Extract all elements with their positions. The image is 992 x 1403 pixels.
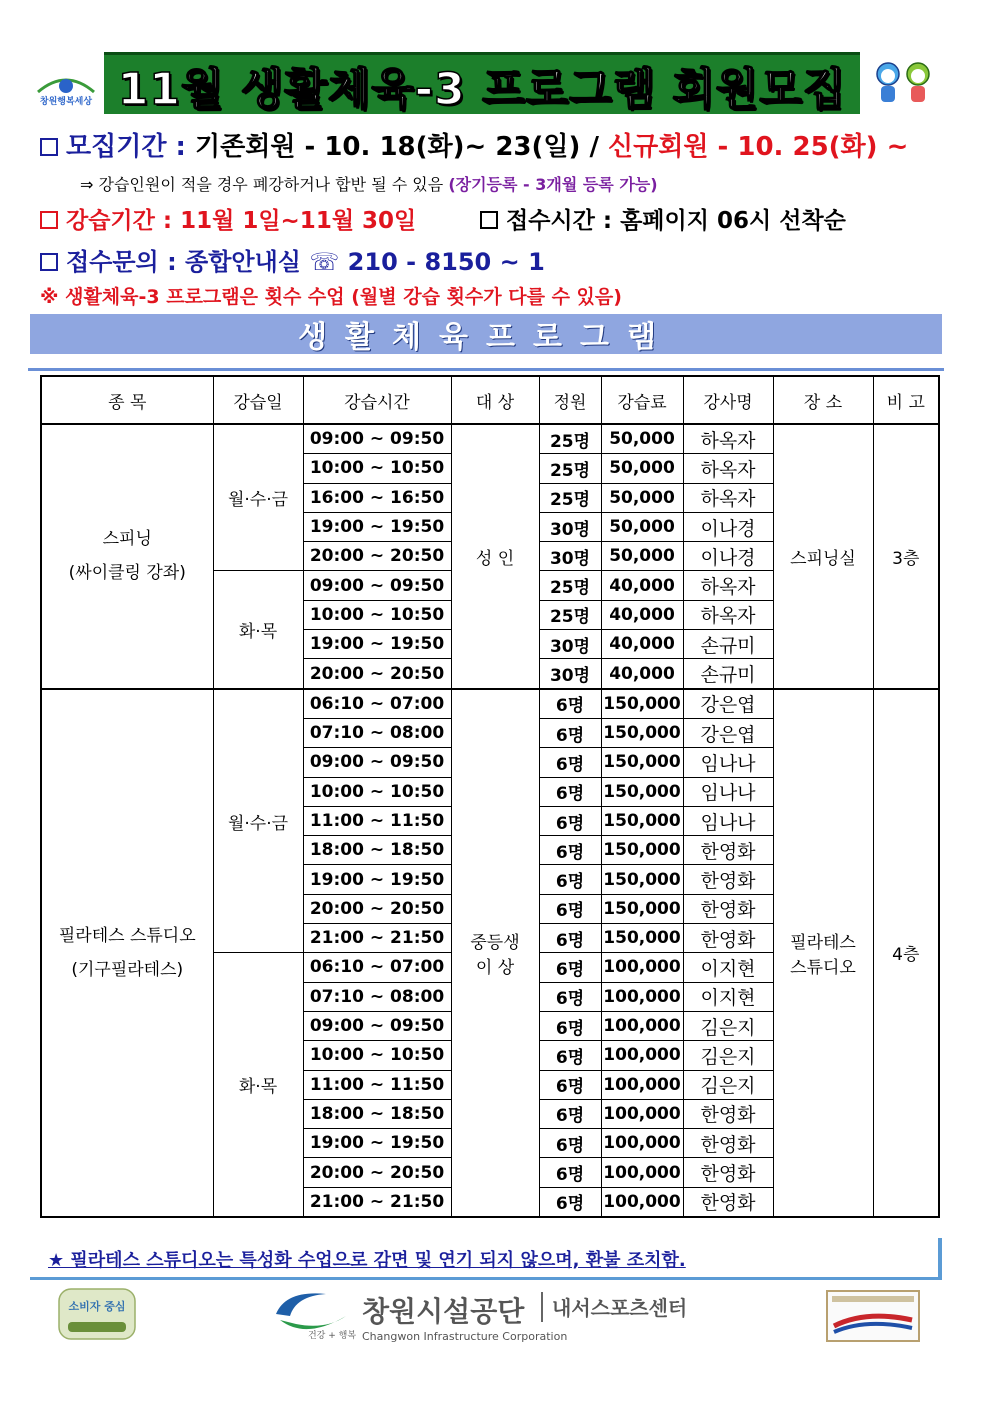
instructor-cell: 김은지 [683,1070,773,1099]
capacity-cell: 6명 [539,894,601,923]
consumer-badge-text: 소비자 중심 [68,1300,126,1313]
capacity-cell: 6명 [539,777,601,806]
program-note: ※ 생활체육-3 프로그램은 횟수 수업 (월별 강습 횟수가 다를 수 있음) [40,286,622,308]
checkbox-icon [480,211,498,229]
instructor-cell: 하옥자 [683,600,773,629]
schedule-table [40,375,940,1218]
capacity-cell: 30명 [539,512,601,541]
fee-cell: 100,000 [601,982,683,1011]
cell-text: 필라테스 [790,932,856,953]
time-cell: 19:00 ~ 19:50 [303,630,451,659]
capacity-cell: 25명 [539,571,601,600]
time-cell: 06:10 ~ 07:00 [303,953,451,982]
instructor-cell: 한영화 [683,1187,773,1217]
instructor-cell: 한영화 [683,894,773,923]
capacity-cell: 6명 [539,924,601,953]
spinning-program-cell [41,424,213,689]
column-header: 강습시간 [303,376,451,424]
cell-text: 성 인 [475,548,515,569]
capacity-cell: 25명 [539,424,601,454]
instructor-cell: 강은엽 [683,718,773,747]
fee-cell: 150,000 [601,748,683,777]
logo-text: 창원행복세상 [39,97,93,107]
time-cell: 11:00 ~ 11:50 [303,1070,451,1099]
capacity-cell: 25명 [539,600,601,629]
time-cell: 20:00 ~ 20:50 [303,542,451,571]
instructor-cell: 임나나 [683,806,773,835]
fee-cell: 100,000 [601,953,683,982]
time-cell: 10:00 ~ 10:50 [303,1041,451,1070]
time-cell: 18:00 ~ 18:50 [303,836,451,865]
capacity-cell: 6명 [539,806,601,835]
instructor-cell: 김은지 [683,1011,773,1040]
certification-logo [826,1290,920,1342]
checkbox-icon [40,211,58,229]
capacity-cell: 25명 [539,454,601,483]
fee-cell: 50,000 [601,424,683,454]
column-header: 강습일 [213,376,303,424]
time-cell: 09:00 ~ 09:50 [303,571,451,600]
corp-slogan: 건강 + 행복 [307,1331,356,1341]
capacity-cell: 6명 [539,836,601,865]
instructor-cell: 한영화 [683,1129,773,1158]
instructor-cell: 한영화 [683,924,773,953]
reception-time: 접수시간 : 홈페이지 06시 선착순 [480,202,846,235]
cell-text: 스피닝 [102,529,152,550]
fee-cell: 100,000 [601,1099,683,1128]
time-cell: 11:00 ~ 11:50 [303,806,451,835]
instructor-cell: 이나경 [683,512,773,541]
column-header: 비 고 [873,376,939,424]
instructor-cell: 하옥자 [683,454,773,483]
fee-cell: 100,000 [601,1041,683,1070]
title-banner [104,52,860,114]
corp-name: 창원시설공단 [362,1295,525,1328]
capacity-cell: 30명 [539,659,601,689]
cell-text: 필라테스 스튜디오 [58,925,196,946]
table-row [41,424,939,454]
column-header: 장 소 [773,376,873,424]
fee-cell: 150,000 [601,836,683,865]
time-cell: 21:00 ~ 21:50 [303,1187,451,1217]
column-header: 강습료 [601,376,683,424]
time-cell: 10:00 ~ 10:50 [303,454,451,483]
capacity-cell: 6명 [539,1099,601,1128]
capacity-cell: 6명 [539,1011,601,1040]
instructor-cell: 손규미 [683,630,773,659]
mascot-icon [868,58,940,108]
capacity-cell: 6명 [539,1158,601,1187]
instructor-cell: 이나경 [683,542,773,571]
capacity-cell: 6명 [539,1187,601,1217]
fee-cell: 100,000 [601,1011,683,1040]
fee-cell: 100,000 [601,1187,683,1217]
fee-cell: 150,000 [601,894,683,923]
column-header: 강사명 [683,376,773,424]
time-cell: 10:00 ~ 10:50 [303,600,451,629]
instructor-cell: 한영화 [683,836,773,865]
column-header: 종 목 [41,376,213,424]
capacity-cell: 6명 [539,865,601,894]
instructor-cell: 하옥자 [683,571,773,600]
instructor-cell: 김은지 [683,1041,773,1070]
instructor-cell: 이지현 [683,982,773,1011]
fee-cell: 150,000 [601,806,683,835]
instructor-cell: 한영화 [683,1158,773,1187]
corp-logo [266,1286,356,1342]
section-banner [30,314,942,354]
instructor-cell: 임나나 [683,777,773,806]
capacity-cell: 30명 [539,630,601,659]
time-cell: 19:00 ~ 19:50 [303,865,451,894]
instructor-cell: 하옥자 [683,483,773,512]
fee-cell: 150,000 [601,777,683,806]
place-cell [773,689,873,1217]
fee-cell: 40,000 [601,630,683,659]
instructor-cell: 임나나 [683,748,773,777]
note-cell: 4층 [873,689,939,1217]
cell-text: 중등생 [470,932,520,953]
changwon-logo [30,62,102,108]
fee-cell: 100,000 [601,1158,683,1187]
cell-text: 스튜디오 [790,957,856,978]
class-period: 강습기간 : 11월 1일~11월 30일 [40,202,416,235]
fee-cell: 40,000 [601,600,683,629]
time-cell: 20:00 ~ 20:50 [303,1158,451,1187]
divider [28,368,944,371]
day-cell: 월·수·금 [213,689,303,953]
instructor-cell: 손규미 [683,659,773,689]
capacity-cell: 25명 [539,483,601,512]
fee-cell: 50,000 [601,454,683,483]
day-cell: 화·목 [213,571,303,689]
fee-cell: 50,000 [601,512,683,541]
time-cell: 18:00 ~ 18:50 [303,1099,451,1128]
capacity-cell: 30명 [539,542,601,571]
center-name: 내서스포츠센터 [552,1296,688,1320]
time-cell: 19:00 ~ 19:50 [303,512,451,541]
pilates-program-cell [41,689,213,1217]
capacity-cell: 6명 [539,748,601,777]
capacity-cell: 6명 [539,1129,601,1158]
instructor-cell: 강은엽 [683,689,773,719]
fee-cell: 150,000 [601,865,683,894]
capacity-cell: 6명 [539,1070,601,1099]
time-cell: 20:00 ~ 20:50 [303,659,451,689]
target-cell [451,424,539,689]
time-cell: 06:10 ~ 07:00 [303,689,451,719]
fee-cell: 150,000 [601,689,683,719]
day-cell: 월·수·금 [213,424,303,571]
target-cell [451,689,539,1217]
note-cell: 3층 [873,424,939,689]
checkbox-icon [40,138,58,156]
time-cell: 19:00 ~ 19:50 [303,1129,451,1158]
time-cell: 09:00 ~ 09:50 [303,1011,451,1040]
time-cell: 09:00 ~ 09:50 [303,424,451,454]
capacity-cell: 6명 [539,953,601,982]
instructor-cell: 이지현 [683,953,773,982]
instructor-cell: 하옥자 [683,424,773,454]
time-cell: 16:00 ~ 16:50 [303,483,451,512]
table-header-row [41,376,939,424]
cell-text: 이 상 [475,957,515,978]
time-cell: 20:00 ~ 20:50 [303,894,451,923]
divider [541,1292,543,1322]
table-row [41,689,939,719]
corp-name-en: Changwon Infrastructure Corporation [362,1330,568,1343]
fee-cell: 40,000 [601,659,683,689]
fee-cell: 50,000 [601,542,683,571]
time-cell: 07:10 ~ 08:00 [303,718,451,747]
capacity-cell: 6명 [539,982,601,1011]
fee-cell: 40,000 [601,571,683,600]
column-header: 정원 [539,376,601,424]
column-header: 대 상 [451,376,539,424]
time-cell: 10:00 ~ 10:50 [303,777,451,806]
time-cell: 09:00 ~ 09:50 [303,748,451,777]
fee-cell: 100,000 [601,1129,683,1158]
place-cell [773,424,873,689]
time-cell: 21:00 ~ 21:50 [303,924,451,953]
fee-cell: 100,000 [601,1070,683,1099]
cell-text: (싸이클링 강좌) [68,563,186,584]
fee-cell: 150,000 [601,924,683,953]
fee-cell: 150,000 [601,718,683,747]
consumer-badge-logo [58,1288,136,1340]
period-note: ⇒ 강습인원이 적을 경우 폐강하거나 합반 될 수 있음 (장기등록 - 3개월 등록 가능) [80,175,658,194]
checkbox-icon [40,253,58,271]
page-title: 11월 생활체육-3 프로그램 회원모집 [117,63,847,115]
capacity-cell: 6명 [539,689,601,719]
cell-text: (기구필라테스) [71,959,184,980]
section-title: 생활체육프로그램 [298,320,674,355]
instructor-cell: 한영화 [683,865,773,894]
instructor-cell: 한영화 [683,1099,773,1128]
day-cell: 화·목 [213,953,303,1217]
fee-cell: 50,000 [601,483,683,512]
time-cell: 07:10 ~ 08:00 [303,982,451,1011]
capacity-cell: 6명 [539,718,601,747]
refund-note: ★ 필라테스 스튜디오는 특성화 수업으로 감면 및 연기 되지 않으며, 환불 조치함. [48,1250,686,1271]
capacity-cell: 6명 [539,1041,601,1070]
inquiry-line: 접수문의 : 종합안내실 ☏ 210 - 8150 ~ 1 [40,242,545,277]
recruit-period: 모집기간 : 기존회원 - 10. 18(화)~ 23(일) / 신규회원 - 10. 25(화) ~ [40,126,908,163]
cell-text: 스피닝실 [790,548,856,569]
